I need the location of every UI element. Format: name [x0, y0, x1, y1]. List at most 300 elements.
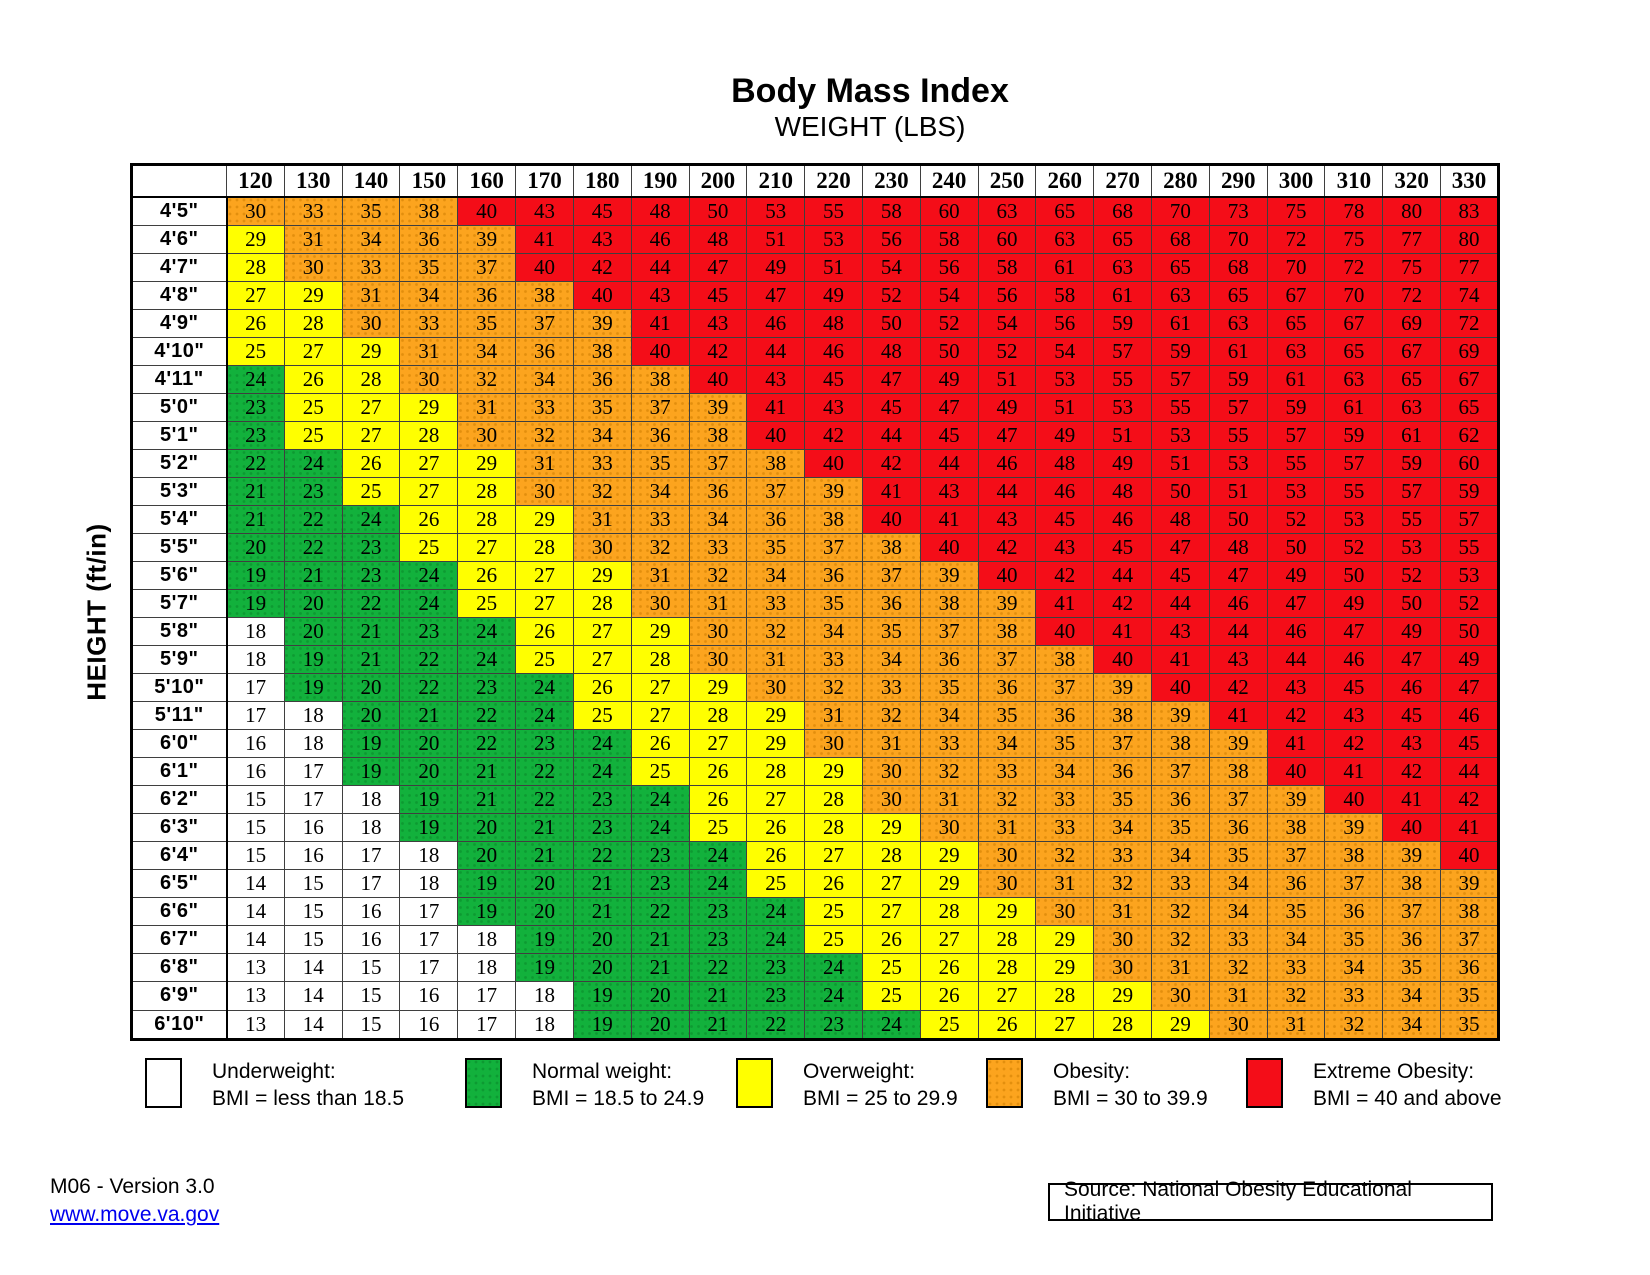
bmi-cell: 33 [862, 674, 920, 702]
bmi-table [130, 163, 1500, 1041]
bmi-cell: 35 [920, 674, 978, 702]
bmi-cell: 34 [573, 422, 631, 450]
bmi-cell: 58 [862, 197, 920, 226]
bmi-cell: 37 [631, 394, 689, 422]
bmi-cell: 22 [516, 758, 574, 786]
bmi-cell: 49 [1036, 422, 1094, 450]
bmi-cell: 46 [1094, 506, 1152, 534]
bmi-cell: 39 [805, 478, 863, 506]
bmi-cell: 19 [342, 758, 400, 786]
bmi-cell: 15 [284, 898, 342, 926]
bmi-cell: 35 [747, 534, 805, 562]
height-label: 5'2" [132, 450, 227, 478]
height-label: 5'3" [132, 478, 227, 506]
table-row [132, 226, 1499, 254]
bmi-cell: 29 [342, 338, 400, 366]
legend-item-normal-weight [465, 1058, 704, 1112]
bmi-cell: 51 [1152, 450, 1210, 478]
bmi-cell: 44 [1152, 590, 1210, 618]
bmi-cell: 31 [978, 814, 1036, 842]
legend-range: BMI = 25 to 29.9 [803, 1087, 958, 1110]
height-label: 5'7" [132, 590, 227, 618]
bmi-cell: 46 [805, 338, 863, 366]
bmi-cell: 48 [1036, 450, 1094, 478]
height-label: 4'8" [132, 282, 227, 310]
bmi-cell: 44 [1441, 758, 1499, 786]
bmi-cell: 24 [747, 926, 805, 954]
bmi-cell: 39 [978, 590, 1036, 618]
bmi-cell: 55 [805, 197, 863, 226]
legend-label: Normal weight: [532, 1060, 673, 1083]
bmi-cell: 30 [1094, 926, 1152, 954]
bmi-cell: 31 [1267, 1010, 1325, 1040]
bmi-cell: 22 [689, 954, 747, 982]
bmi-cell: 36 [1441, 954, 1499, 982]
bmi-cell: 45 [689, 282, 747, 310]
bmi-cell: 17 [227, 702, 285, 730]
bmi-cell: 35 [862, 618, 920, 646]
bmi-cell: 72 [1441, 310, 1499, 338]
bmi-cell: 39 [458, 226, 516, 254]
bmi-cell: 59 [1152, 338, 1210, 366]
bmi-cell: 30 [631, 590, 689, 618]
bmi-cell: 36 [747, 506, 805, 534]
bmi-cell: 45 [805, 366, 863, 394]
bmi-cell: 40 [1441, 842, 1499, 870]
bmi-cell: 30 [573, 534, 631, 562]
bmi-cell: 27 [400, 478, 458, 506]
bmi-cell: 54 [1036, 338, 1094, 366]
bmi-cell: 52 [978, 338, 1036, 366]
bmi-cell: 26 [342, 450, 400, 478]
bmi-cell: 31 [516, 450, 574, 478]
bmi-cell: 67 [1325, 310, 1383, 338]
bmi-cell: 41 [1094, 618, 1152, 646]
weight-header: 130 [284, 165, 342, 198]
table-row [132, 898, 1499, 926]
bmi-cell: 45 [1383, 702, 1441, 730]
weight-header: 250 [978, 165, 1036, 198]
bmi-cell: 20 [573, 926, 631, 954]
bmi-cell: 43 [1267, 674, 1325, 702]
bmi-cell: 17 [400, 926, 458, 954]
bmi-cell: 34 [1209, 898, 1267, 926]
table-row [132, 982, 1499, 1010]
bmi-cell: 63 [1209, 310, 1267, 338]
bmi-cell: 27 [1036, 1010, 1094, 1040]
bmi-cell: 33 [284, 197, 342, 226]
bmi-cell: 16 [400, 1010, 458, 1040]
table-row [132, 310, 1499, 338]
bmi-cell: 36 [805, 562, 863, 590]
bmi-cell: 24 [862, 1010, 920, 1040]
bmi-cell: 27 [805, 842, 863, 870]
bmi-cell: 35 [458, 310, 516, 338]
bmi-cell: 53 [1383, 534, 1441, 562]
legend-label: Overweight: [803, 1060, 916, 1083]
bmi-cell: 42 [1209, 674, 1267, 702]
table-row [132, 450, 1499, 478]
bmi-cell: 41 [1441, 814, 1499, 842]
bmi-cell: 23 [747, 982, 805, 1010]
bmi-cell: 49 [1267, 562, 1325, 590]
table-row [132, 394, 1499, 422]
bmi-cell: 36 [1036, 702, 1094, 730]
bmi-cell: 18 [342, 814, 400, 842]
bmi-cell: 25 [631, 758, 689, 786]
bmi-cell: 67 [1441, 366, 1499, 394]
legend-label: Obesity: [1053, 1060, 1131, 1083]
bmi-cell: 17 [284, 758, 342, 786]
bmi-cell: 29 [1094, 982, 1152, 1010]
bmi-cell: 37 [1152, 758, 1210, 786]
bmi-cell: 61 [1094, 282, 1152, 310]
bmi-cell: 34 [1036, 758, 1094, 786]
legend-swatch-obesity [986, 1058, 1023, 1108]
bmi-cell: 22 [516, 786, 574, 814]
table-row [132, 842, 1499, 870]
bmi-cell: 35 [1441, 1010, 1499, 1040]
bmi-cell: 17 [227, 674, 285, 702]
bmi-cell: 32 [1325, 1010, 1383, 1040]
bmi-cell: 30 [1152, 982, 1210, 1010]
bmi-cell: 45 [1152, 562, 1210, 590]
bmi-cell: 46 [978, 450, 1036, 478]
bmi-cell: 48 [1152, 506, 1210, 534]
bmi-cell: 23 [516, 730, 574, 758]
bmi-cell: 48 [689, 226, 747, 254]
bmi-cell: 28 [805, 814, 863, 842]
bmi-cell: 21 [227, 506, 285, 534]
bmi-cell: 18 [227, 618, 285, 646]
bmi-cell: 62 [1441, 422, 1499, 450]
bmi-cell: 68 [1209, 254, 1267, 282]
bmi-cell: 63 [1325, 366, 1383, 394]
bmi-cell: 42 [1036, 562, 1094, 590]
bmi-cell: 23 [689, 898, 747, 926]
bmi-cell: 30 [805, 730, 863, 758]
bmi-cell: 18 [458, 954, 516, 982]
weight-header: 160 [458, 165, 516, 198]
bmi-cell: 55 [1152, 394, 1210, 422]
bmi-cell: 33 [400, 310, 458, 338]
bmi-cell: 61 [1383, 422, 1441, 450]
height-label: 5'4" [132, 506, 227, 534]
bmi-cell: 48 [1094, 478, 1152, 506]
bmi-cell: 45 [862, 394, 920, 422]
weight-header: 170 [516, 165, 574, 198]
bmi-cell: 57 [1325, 450, 1383, 478]
bmi-cell: 18 [400, 842, 458, 870]
bmi-cell: 31 [400, 338, 458, 366]
bmi-cell: 23 [342, 534, 400, 562]
bmi-cell: 77 [1383, 226, 1441, 254]
bmi-cell: 15 [227, 786, 285, 814]
table-row [132, 674, 1499, 702]
bmi-cell: 33 [978, 758, 1036, 786]
bmi-cell: 34 [458, 338, 516, 366]
bmi-cell: 19 [227, 562, 285, 590]
bmi-cell: 42 [1094, 590, 1152, 618]
bmi-cell: 70 [1325, 282, 1383, 310]
bmi-cell: 16 [400, 982, 458, 1010]
bmi-cell: 34 [400, 282, 458, 310]
bmi-cell: 32 [920, 758, 978, 786]
height-label: 5'5" [132, 534, 227, 562]
bmi-cell: 28 [516, 534, 574, 562]
bmi-cell: 43 [920, 478, 978, 506]
bmi-cell: 37 [1325, 870, 1383, 898]
bmi-cell: 53 [1441, 562, 1499, 590]
bmi-cell: 31 [631, 562, 689, 590]
bmi-cell: 65 [1209, 282, 1267, 310]
bmi-cell: 53 [1094, 394, 1152, 422]
bmi-cell: 28 [747, 758, 805, 786]
bmi-cell: 19 [516, 926, 574, 954]
bmi-cell: 47 [1267, 590, 1325, 618]
bmi-cell: 38 [1441, 898, 1499, 926]
table-row [132, 562, 1499, 590]
bmi-cell: 61 [1209, 338, 1267, 366]
weight-header: 200 [689, 165, 747, 198]
bmi-cell: 24 [631, 786, 689, 814]
bmi-cell: 44 [1267, 646, 1325, 674]
bmi-cell: 39 [1267, 786, 1325, 814]
bmi-cell: 60 [1441, 450, 1499, 478]
bmi-cell: 58 [978, 254, 1036, 282]
bmi-cell: 19 [342, 730, 400, 758]
bmi-cell: 53 [1152, 422, 1210, 450]
bmi-cell: 25 [458, 590, 516, 618]
bmi-cell: 31 [689, 590, 747, 618]
bmi-cell: 31 [1209, 982, 1267, 1010]
bmi-cell: 40 [747, 422, 805, 450]
bmi-cell: 31 [805, 702, 863, 730]
bmi-cell: 29 [920, 870, 978, 898]
bmi-cell: 15 [342, 1010, 400, 1040]
bmi-cell: 20 [342, 674, 400, 702]
bmi-cell: 70 [1209, 226, 1267, 254]
bmi-cell: 69 [1441, 338, 1499, 366]
bmi-cell: 36 [1209, 814, 1267, 842]
bmi-cell: 30 [227, 197, 285, 226]
bmi-cell: 65 [1441, 394, 1499, 422]
table-row [132, 870, 1499, 898]
bmi-cell: 28 [631, 646, 689, 674]
table-row [132, 730, 1499, 758]
bmi-cell: 49 [805, 282, 863, 310]
bmi-cell: 39 [1094, 674, 1152, 702]
weight-header: 230 [862, 165, 920, 198]
bmi-cell: 26 [862, 926, 920, 954]
bmi-cell: 56 [920, 254, 978, 282]
bmi-cell: 14 [227, 898, 285, 926]
bmi-cell: 19 [284, 646, 342, 674]
bmi-cell: 50 [689, 197, 747, 226]
bmi-cell: 37 [1036, 674, 1094, 702]
bmi-cell: 31 [458, 394, 516, 422]
bmi-cell: 30 [458, 422, 516, 450]
legend-label: Underweight: [212, 1060, 336, 1083]
bmi-cell: 45 [920, 422, 978, 450]
height-label: 6'10" [132, 1010, 227, 1040]
bmi-cell: 59 [1094, 310, 1152, 338]
bmi-cell: 29 [747, 702, 805, 730]
bmi-cell: 29 [862, 814, 920, 842]
bmi-cell: 34 [1094, 814, 1152, 842]
bmi-cell: 33 [1267, 954, 1325, 982]
bmi-cell: 30 [862, 786, 920, 814]
bmi-cell: 43 [1383, 730, 1441, 758]
bmi-cell: 43 [1325, 702, 1383, 730]
bmi-cell: 25 [862, 954, 920, 982]
bmi-cell: 37 [1383, 898, 1441, 926]
bmi-cell: 29 [805, 758, 863, 786]
bmi-cell: 46 [631, 226, 689, 254]
bmi-cell: 23 [400, 618, 458, 646]
bmi-cell: 37 [920, 618, 978, 646]
bmi-cell: 36 [400, 226, 458, 254]
bmi-cell: 29 [1036, 954, 1094, 982]
bmi-cell: 42 [862, 450, 920, 478]
bmi-cell: 25 [862, 982, 920, 1010]
height-label: 5'11" [132, 702, 227, 730]
move-va-link[interactable]: www.move.va.gov [50, 1203, 220, 1226]
bmi-cell: 23 [284, 478, 342, 506]
bmi-cell: 38 [573, 338, 631, 366]
bmi-cell: 25 [573, 702, 631, 730]
bmi-cell: 59 [1267, 394, 1325, 422]
bmi-cell: 21 [516, 842, 574, 870]
bmi-cell: 26 [284, 366, 342, 394]
bmi-cell: 13 [227, 954, 285, 982]
bmi-cell: 32 [747, 618, 805, 646]
bmi-cell: 31 [862, 730, 920, 758]
bmi-cell: 21 [284, 562, 342, 590]
height-label: 5'0" [132, 394, 227, 422]
bmi-cell: 38 [978, 618, 1036, 646]
bmi-cell: 20 [284, 590, 342, 618]
bmi-cell: 27 [227, 282, 285, 310]
bmi-cell: 41 [1267, 730, 1325, 758]
bmi-cell: 28 [978, 954, 1036, 982]
bmi-cell: 26 [573, 674, 631, 702]
bmi-cell: 14 [227, 870, 285, 898]
bmi-cell: 37 [458, 254, 516, 282]
bmi-cell: 30 [516, 478, 574, 506]
bmi-cell: 33 [1036, 814, 1094, 842]
table-row [132, 786, 1499, 814]
bmi-cell: 22 [284, 506, 342, 534]
bmi-cell: 54 [978, 310, 1036, 338]
bmi-cell: 41 [862, 478, 920, 506]
bmi-cell: 17 [342, 870, 400, 898]
bmi-cell: 72 [1325, 254, 1383, 282]
bmi-cell: 35 [573, 394, 631, 422]
table-row [132, 1010, 1499, 1040]
bmi-cell: 70 [1267, 254, 1325, 282]
bmi-cell: 52 [1383, 562, 1441, 590]
bmi-cell: 36 [1094, 758, 1152, 786]
table-row [132, 366, 1499, 394]
bmi-cell: 36 [516, 338, 574, 366]
bmi-cell: 65 [1036, 197, 1094, 226]
legend [0, 1058, 1650, 1128]
bmi-cell: 38 [631, 366, 689, 394]
bmi-cell: 46 [1325, 646, 1383, 674]
bmi-cell: 30 [1094, 954, 1152, 982]
height-label: 6'2" [132, 786, 227, 814]
bmi-cell: 35 [1209, 842, 1267, 870]
bmi-cell: 31 [1036, 870, 1094, 898]
bmi-cell: 46 [1441, 702, 1499, 730]
bmi-cell: 32 [1094, 870, 1152, 898]
bmi-cell: 38 [1209, 758, 1267, 786]
source-box [1048, 1178, 1493, 1225]
bmi-cell: 70 [1152, 197, 1210, 226]
bmi-cell: 18 [284, 702, 342, 730]
bmi-cell: 61 [1325, 394, 1383, 422]
bmi-cell: 22 [458, 702, 516, 730]
bmi-cell: 41 [747, 394, 805, 422]
bmi-cell: 20 [516, 870, 574, 898]
bmi-cell: 68 [1152, 226, 1210, 254]
bmi-cell: 50 [862, 310, 920, 338]
bmi-cell: 47 [920, 394, 978, 422]
bmi-cell: 57 [1152, 366, 1210, 394]
bmi-cell: 46 [1036, 478, 1094, 506]
bmi-cell: 52 [1325, 534, 1383, 562]
height-label: 6'9" [132, 982, 227, 1010]
bmi-cell: 24 [227, 366, 285, 394]
bmi-cell: 30 [284, 254, 342, 282]
bmi-cell: 42 [1267, 702, 1325, 730]
bmi-cell: 34 [920, 702, 978, 730]
bmi-cell: 24 [747, 898, 805, 926]
bmi-cell: 20 [400, 730, 458, 758]
bmi-cell: 30 [747, 674, 805, 702]
bmi-cell: 30 [920, 814, 978, 842]
bmi-cell: 45 [1036, 506, 1094, 534]
bmi-cell: 19 [573, 982, 631, 1010]
bmi-cell: 25 [516, 646, 574, 674]
legend-swatch-underweight [145, 1058, 182, 1108]
weight-header: 120 [227, 165, 285, 198]
bmi-cell: 31 [342, 282, 400, 310]
table-row [132, 506, 1499, 534]
bmi-cell: 27 [400, 450, 458, 478]
bmi-cell: 23 [342, 562, 400, 590]
bmi-cell: 40 [689, 366, 747, 394]
bmi-cell: 35 [1036, 730, 1094, 758]
bmi-cell: 24 [284, 450, 342, 478]
height-label: 6'8" [132, 954, 227, 982]
bmi-cell: 44 [920, 450, 978, 478]
table-row [132, 254, 1499, 282]
bmi-cell: 63 [1267, 338, 1325, 366]
bmi-cell: 37 [1094, 730, 1152, 758]
bmi-cell: 28 [284, 310, 342, 338]
bmi-cell: 40 [1094, 646, 1152, 674]
bmi-cell: 32 [573, 478, 631, 506]
bmi-cell: 24 [516, 674, 574, 702]
bmi-cell: 34 [1325, 954, 1383, 982]
bmi-cell: 49 [747, 254, 805, 282]
weight-header: 300 [1267, 165, 1325, 198]
bmi-cell: 37 [1441, 926, 1499, 954]
bmi-cell: 37 [747, 478, 805, 506]
bmi-cell: 24 [689, 842, 747, 870]
